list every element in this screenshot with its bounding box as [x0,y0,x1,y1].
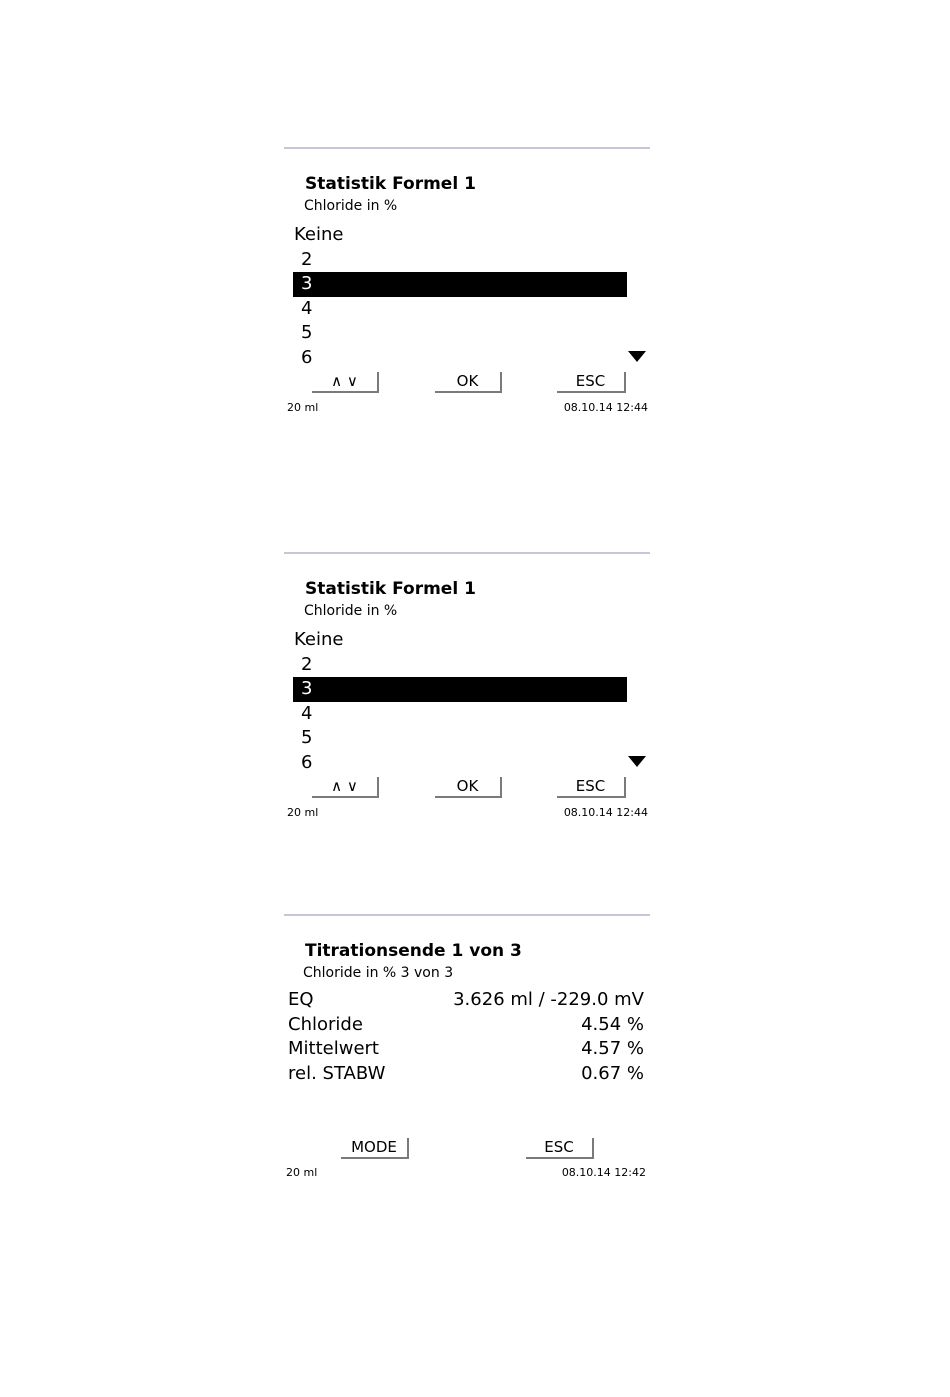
result-label: rel. STABW [288,1062,386,1084]
list-item-3-selected[interactable]: 3 [293,272,627,297]
list-item-6[interactable]: 6 [301,346,313,368]
result-label: EQ [288,989,314,1010]
result-label: Mittelwert [288,1038,379,1060]
esc-button[interactable]: ESC [526,1138,594,1159]
triangle-down-icon [628,756,646,767]
result-value: 3.626 ml / -229.0 mV [453,989,644,1010]
datetime-readout: 08.10.14 12:44 [563,806,648,819]
list-item-4[interactable]: 4 [301,702,313,724]
screen-divider [284,147,650,149]
datetime-readout: 08.10.14 12:42 [561,1166,646,1179]
screen-title: Statistik Formel 1 [305,174,476,194]
result-row-rel-stabw [288,1062,644,1087]
result-value: 4.57 % [581,1038,644,1060]
result-value: 4.54 % [581,1013,644,1035]
result-row-eq [288,988,644,1013]
screen-title: Statistik Formel 1 [305,579,476,599]
volume-readout: 20 ml [287,401,319,414]
screen-divider [284,552,650,554]
list-item-keine[interactable]: Keine [294,224,344,245]
ok-button[interactable]: OK [435,777,502,798]
up-down-button[interactable]: ∧ ∨ [312,372,379,393]
screen-subtitle: Chloride in % [304,198,398,214]
up-down-button[interactable]: ∧ ∨ [312,777,379,798]
volume-readout: 20 ml [287,806,319,819]
datetime-readout: 08.10.14 12:44 [563,401,648,414]
option-list [293,628,627,776]
mode-button[interactable]: MODE [341,1138,409,1159]
statistik-screen-1 [284,147,651,419]
esc-button[interactable]: ESC [557,372,626,393]
triangle-down-icon [628,351,646,362]
list-item-5[interactable]: 5 [301,322,313,344]
esc-button[interactable]: ESC [557,777,626,798]
list-item-2[interactable]: 2 [301,248,313,270]
result-label: Chloride [288,1013,363,1035]
screen-subtitle: Chloride in % 3 von 3 [303,965,454,981]
list-item-5[interactable]: 5 [301,727,313,749]
list-item-6[interactable]: 6 [301,751,313,773]
result-value: 0.67 % [581,1062,644,1084]
list-item-3-selected[interactable]: 3 [293,677,627,702]
screen-title: Titrationsende 1 von 3 [305,941,522,961]
list-item-4[interactable]: 4 [301,297,313,319]
ok-button[interactable]: OK [435,372,502,393]
titration-result-screen [284,914,651,1186]
list-item-2[interactable]: 2 [301,653,313,675]
list-item-keine[interactable]: Keine [294,629,344,650]
volume-readout: 20 ml [286,1166,318,1179]
result-row-mittelwert [288,1037,644,1062]
result-row-chloride [288,1013,644,1038]
statistik-screen-2 [284,552,651,824]
result-table [288,988,644,1086]
screen-divider [284,914,650,916]
screen-subtitle: Chloride in % [304,603,398,619]
option-list [293,223,627,371]
